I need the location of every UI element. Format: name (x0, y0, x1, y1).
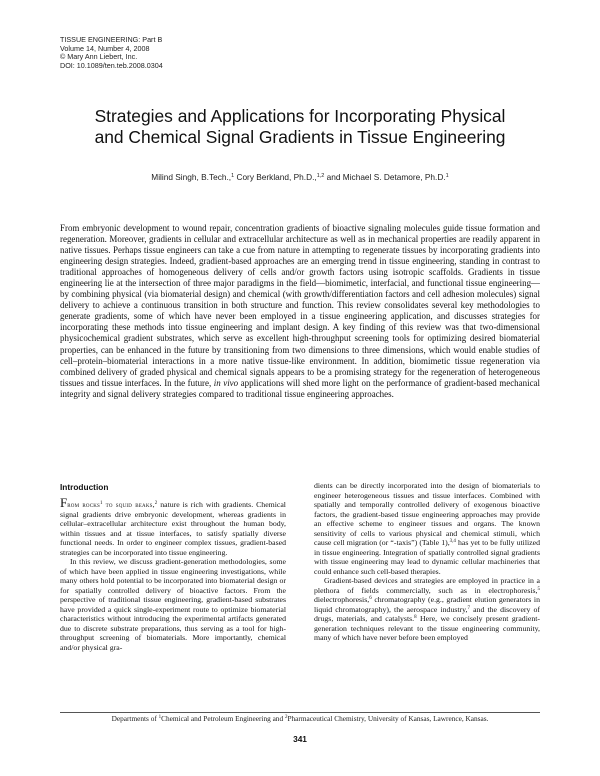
smallcaps-phrase-1: rom rocks (67, 500, 101, 509)
para4-text-c: chromatography (e.g., gradient elution generators in liquid chromatography), the aerospace industry, (314, 595, 540, 614)
abstract (60, 223, 540, 400)
footer-divider (60, 712, 540, 713)
affiliations (60, 714, 540, 723)
smallcaps-phrase-2: to squid beaks, (102, 500, 155, 509)
abstract-text-2: applications will shed more light on the performance of gradient-based mechanical integrity and signal delivery strategies compared to traditional tissue engineering approaches. (60, 377, 540, 399)
paper-title-line2: and Chemical Signal Gradients in Tissue Engineering (94, 127, 506, 147)
intro-paragraph-4 (314, 576, 540, 643)
citation-5: 5 (537, 586, 540, 592)
affiliation-mark-1: 1 (158, 715, 162, 720)
journal-volume: Volume 14, Number 4, 2008 (60, 43, 150, 53)
author-2-affiliation: 1,2 (316, 173, 325, 179)
body-column-right (314, 481, 540, 643)
citation-8: 8 (414, 615, 417, 620)
abstract-text-1: From embryonic development to wound repair, concentration gradients of bioactive signaling molecules guide tissue formation and regeneration. Moreover, gradients in cellular and extracellular architecture as well as in mechanical properties are readily apparent in native tissues. Perhaps tissue engineers can take a cue from nature in attempting to regenerate tissues by incorporating gradients into engineering design strategies. Indeed, gradient-based approaches are an emerging trend in tissue engineering, standing in contrast to traditional approaches of homogeneous delivery of cells and/or growth factors using isotropic scaffolds. Gradients in tissue engineering lie at the intersection of three major paradigms in the field—biomimetic, interfacial, and functional tissue engineering—by combining physical (via biomaterial design) and chemical (with growth/differentiation factors and cell adhesion molecules) signal delivery to achieve a continuous transition in both structure and function. This review consolidates several key methodologies to generate gradients, some of which have never been employed in a tissue engineering application, and discusses strategies for incorporating these methods into tissue engineering and implant design. A key finding of this review was that two-dimensional physicochemical gradient substrates, which serve as excellent high-throughput screening tools for optimizing desired biomaterial properties, can be enhanced in the future by transitioning from two dimensions to three dimensions, which would enable studies of cell–protein–biomaterial interactions in a more native tissue-like environment. In addition, biomimetic tissue regeneration via combined delivery of graded physical and chemical signals appears to be a promising strategy for the regeneration of heterogeneous tissues and tissue interfaces. In the future, (60, 223, 540, 388)
introduction-heading: Introduction (60, 482, 109, 492)
affiliation-mark-2: 2 (284, 715, 288, 720)
author-3-affiliation: 1 (445, 173, 449, 179)
abstract-italic: in vivo (213, 377, 239, 388)
affiliations-mid: Chemical and Petroleum Engineering and (161, 714, 284, 723)
intro-paragraph-1-text: nature is rich with gradients. Chemical signal gradients drive embryonic development, whereas gradients in cellular–extracellular architecture exist throughout the human body, within tissues and at tissue interfaces, to satisfy spatially diverse functional needs. In order to engineer complex tissues, gradient-based strategies can be incorporated into tissue engineering. (60, 500, 286, 557)
para4-text-b: dielectrophoresis, (314, 595, 370, 604)
affiliations-prefix: Departments of (111, 714, 157, 723)
citation-7: 7 (467, 605, 470, 611)
author-1: Milind Singh, B.Tech., (151, 172, 232, 182)
citation-6: 6 (369, 596, 372, 601)
journal-copyright: © Mary Ann Liebert, Inc. (60, 52, 138, 62)
body-column-left (60, 495, 286, 652)
journal-name: TISSUE ENGINEERING: Part B (60, 35, 163, 44)
citation-1: 1 (100, 501, 103, 506)
paper-title-line1: Strategies and Applications for Incorporating Physical (94, 106, 506, 126)
page-number: 341 (293, 734, 307, 744)
para4-text-e: Here, we concisely present gradient-generation techniques relevant to the tissue engineering community, many of which have never before been employed (314, 614, 540, 642)
author-list (60, 172, 540, 182)
para3-text-b: has yet to be fully utilized in tissue engineering. Integration of spatially controlled signal gradients with tissue engineering may lead to dynamic cellular machineries that could enhance such cell-based therapies. (314, 538, 540, 576)
citation-3-4: 3,4 (449, 539, 456, 544)
para4-text-a: Gradient-based devices and strategies are employed in practice in a plethora of fields commercially, such as in electrophoresis, (314, 576, 540, 595)
para4-text-d: and the discovery of drugs, materials, and catalysts. (314, 604, 540, 623)
journal-doi: DOI: 10.1089/ten.teb.2008.0304 (60, 60, 163, 70)
paper-title (60, 106, 540, 148)
drop-cap: F (60, 495, 68, 510)
author-1-affiliation: 1 (231, 173, 235, 179)
citation-2: 2 (154, 501, 158, 506)
intro-paragraph-2: In this review, we discuss gradient-generation methodologies, some of which have been applied in tissue engineering investigations, while many others hold potential to be incorporated into biomaterial design or for spatially controlled delivery of bioactive factors. From the perspective of traditional tissue engineering, gradient-based substrates have provided a quick single-experiment route to optimize biomaterial characteristics without introducing the experimental artifacts generated due to discrete substrate preparations, thus serving as a tool for high-throughput screening of biomaterials. More importantly, chemical and/or physical gra- (60, 557, 286, 652)
author-3: and Michael S. Detamore, Ph.D. (326, 172, 446, 182)
affiliations-end: Pharmaceutical Chemistry, University of Kansas, Lawrence, Kansas. (287, 714, 489, 723)
journal-info (60, 36, 163, 70)
para3-text-a: dients can be directly incorporated into the design of biomaterials to engineer heterogeneous tissues and tissue interfaces. Combined with spatially and temporally controlled delivery of exogenous bioactive factors, the gradient-based tissue engineering approaches may provide an effective scheme to engineer tissues and organs. The known sensitivity of cells to various physical and chemical stimuli, which cause cell migration (or “-taxis”) (Table 1), (314, 481, 540, 547)
author-2: Cory Berkland, Ph.D., (236, 172, 317, 182)
intro-paragraph-3 (314, 481, 540, 576)
intro-paragraph-1 (60, 495, 286, 557)
